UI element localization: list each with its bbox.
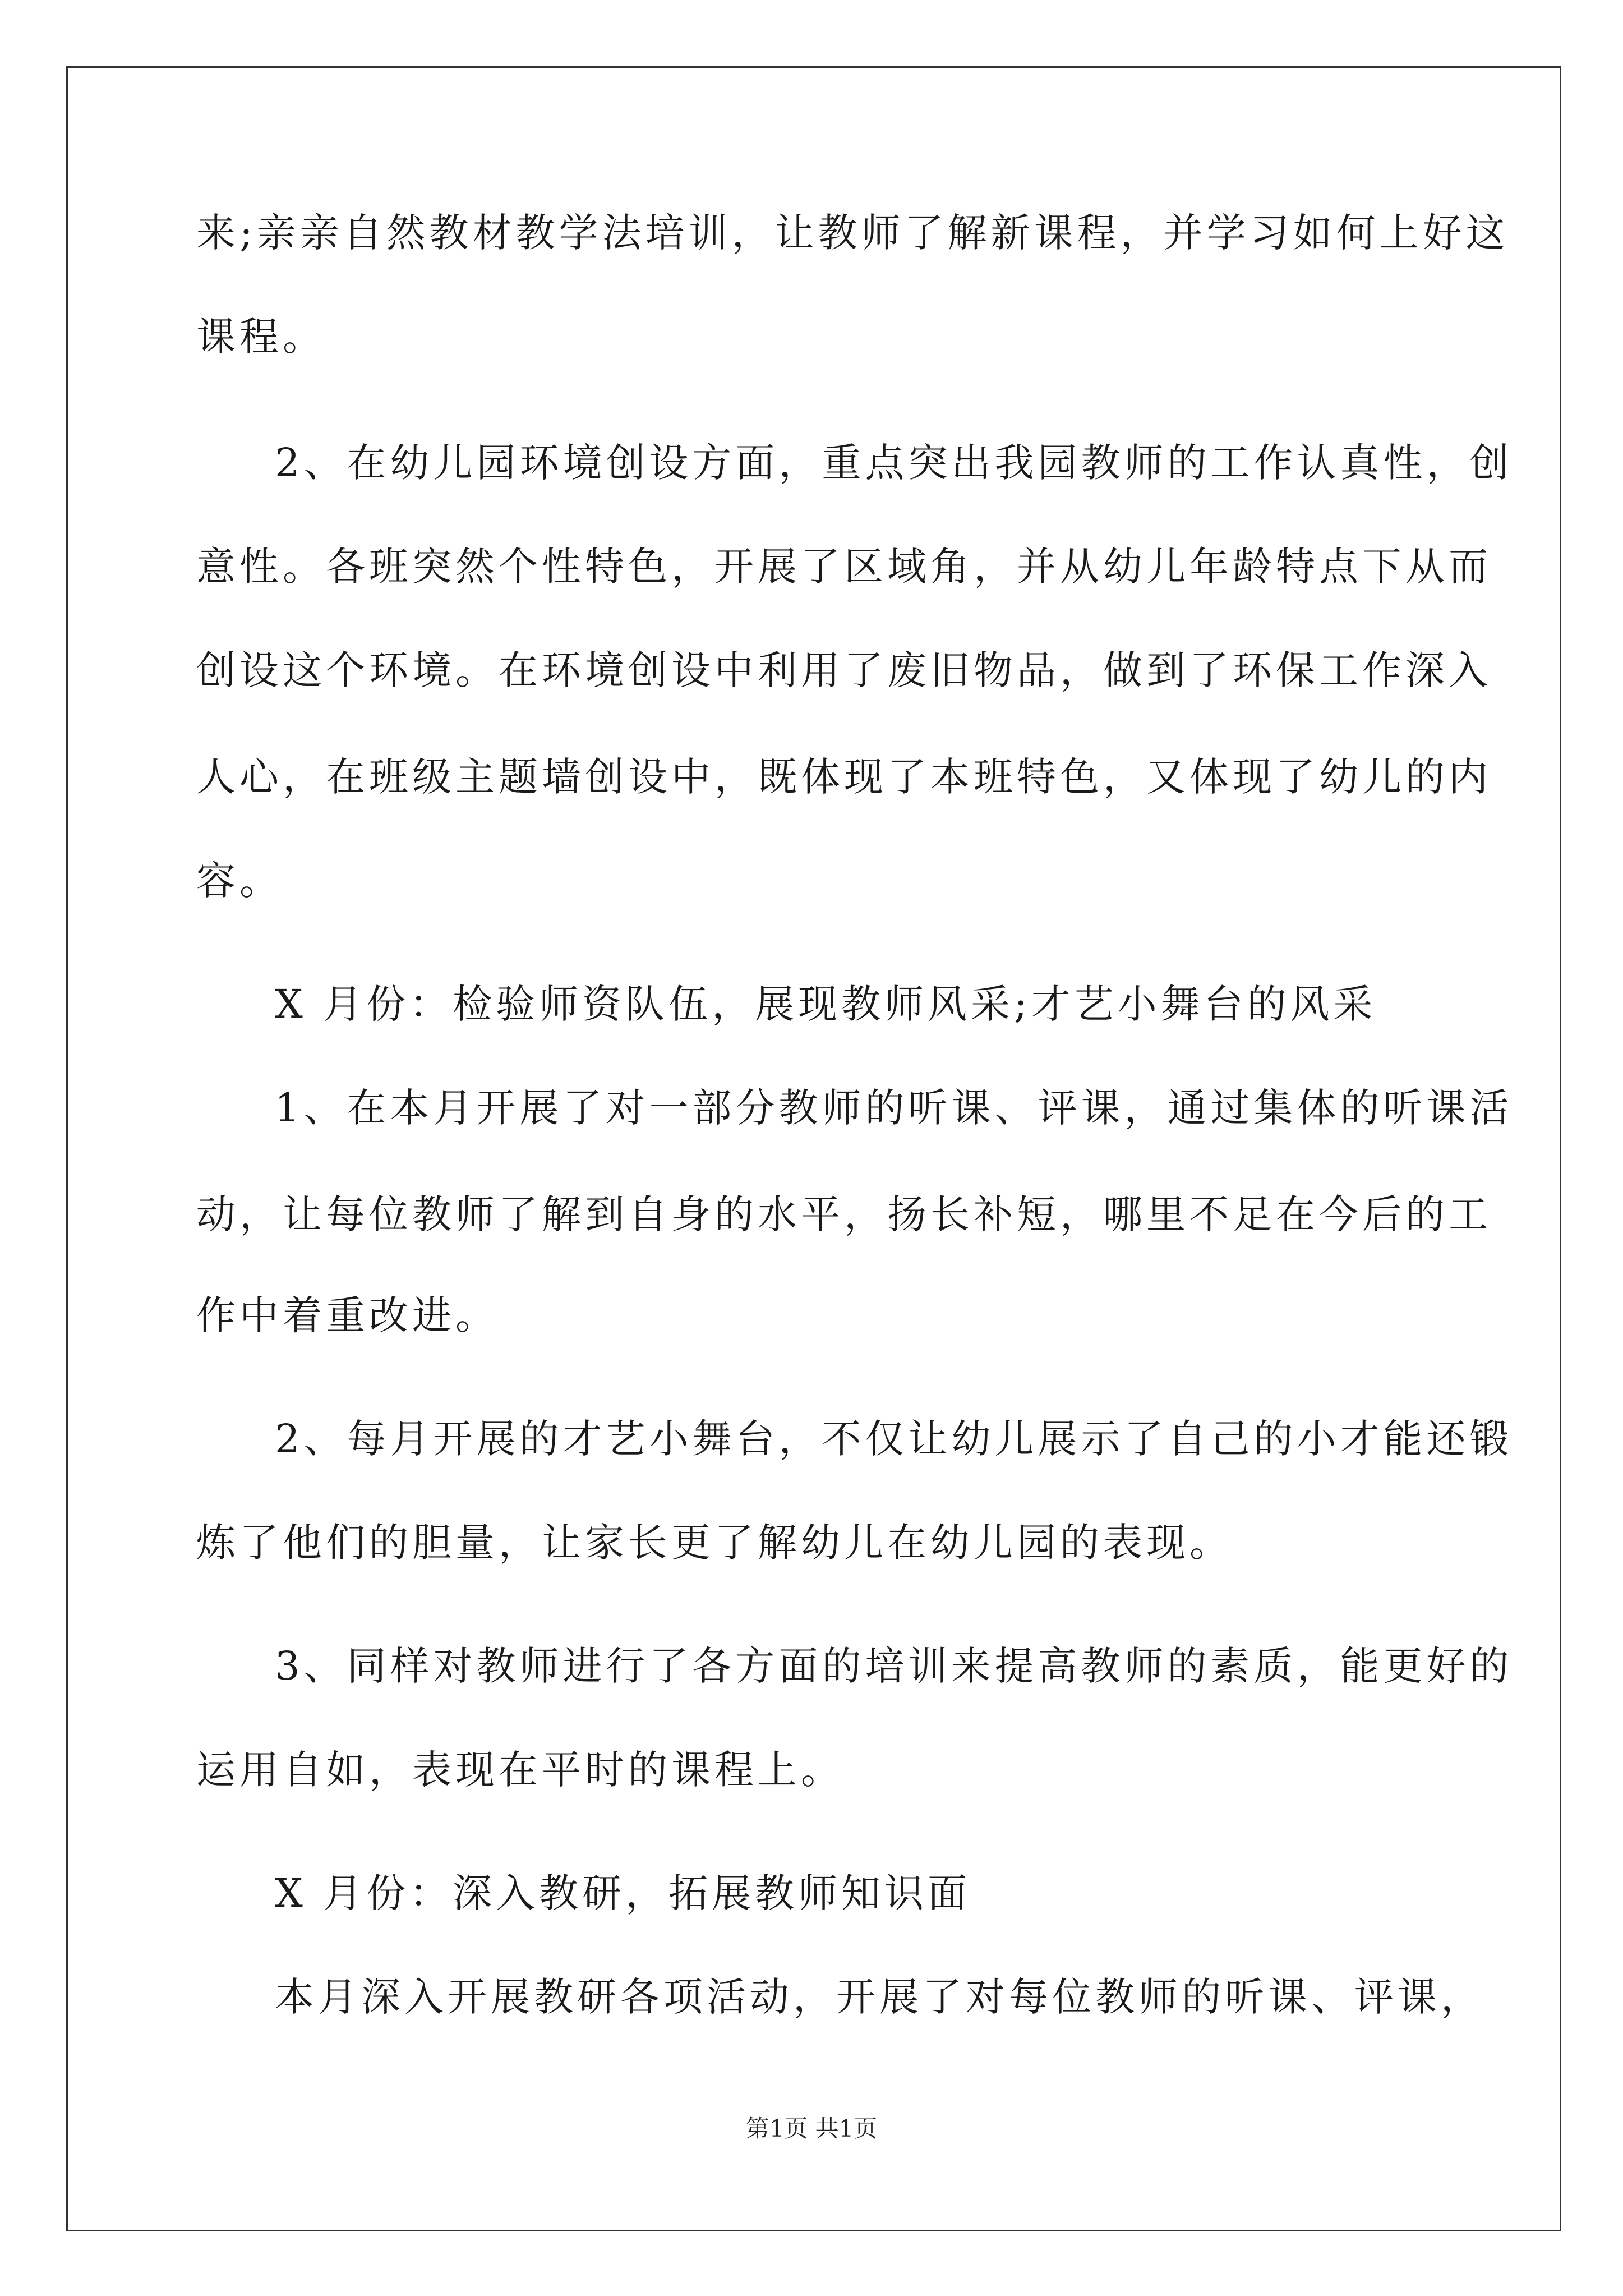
paragraph-line: 3、同样对教师进行了各方面的培训来提高教师的素质，能更好的 xyxy=(275,1643,1513,1689)
text-line: 作中着重改进。 xyxy=(196,1292,499,1338)
paragraph-line: 1、在本月开展了对一部分教师的听课、评课，通过集体的听课活 xyxy=(275,1085,1513,1131)
section-heading: X 月份：检验师资队伍，展现教师风采;才艺小舞台的风采 xyxy=(275,981,1377,1027)
text-line: 运用自如，表现在平时的课程上。 xyxy=(196,1747,844,1793)
text-line: 来;亲亲自然教材教学法培训，让教师了解新课程，并学习如何上好这 xyxy=(196,210,1509,256)
paragraph-line: 2、在幼儿园环境创设方面，重点突出我园教师的工作认真性，创 xyxy=(275,440,1513,486)
paragraph-line: 2、每月开展的才艺小舞台，不仅让幼儿展示了自己的小才能还锻 xyxy=(275,1416,1513,1462)
text-line: 容。 xyxy=(196,858,283,904)
section-heading: X 月份：深入教研，拓展教师知识面 xyxy=(275,1870,971,1916)
text-line: 创设这个环境。在环境创设中利用了废旧物品，做到了环保工作深入 xyxy=(196,647,1492,693)
text-line: 炼了他们的胆量，让家长更了解幼儿在幼儿园的表现。 xyxy=(196,1520,1233,1566)
text-line: 意性。各班突然个性特色，开展了区域角，并从幼儿年龄特点下从而 xyxy=(196,544,1492,590)
text-line: 人心，在班级主题墙创设中，既体现了本班特色，又体现了幼儿的内 xyxy=(196,754,1492,800)
page-footer: 第1页 共1页 xyxy=(745,2115,878,2142)
text-line: 动，让每位教师了解到自身的水平，扬长补短，哪里不足在今后的工 xyxy=(196,1191,1492,1237)
paragraph-line: 本月深入开展教研各项活动，开展了对每位教师的听课、评课， xyxy=(275,1974,1484,2020)
text-line: 课程。 xyxy=(196,314,326,360)
